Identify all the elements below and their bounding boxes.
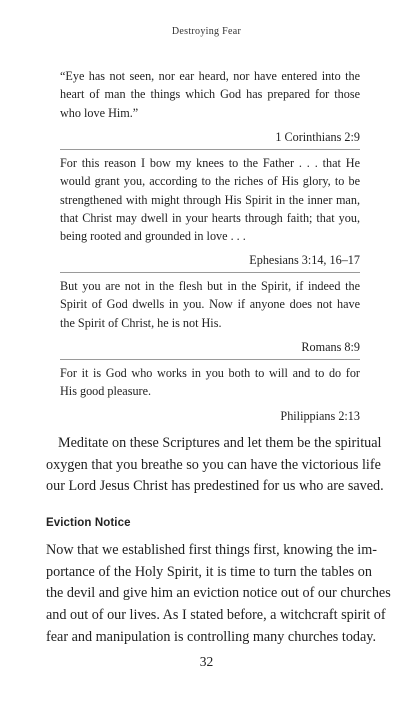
quote-line: would grant you, according to the riches of His glory, to be <box>60 174 360 189</box>
paragraph-line: fear and manipulation is controlling many churches today. <box>46 628 377 645</box>
scripture-quote-2 <box>60 154 360 270</box>
quote-line: “Eye has not seen, nor ear heard, nor have entered into the <box>60 69 360 83</box>
paragraph-line: our Lord Jesus Christ has predestined for us who are saved. <box>46 478 384 495</box>
body-paragraph <box>46 433 384 498</box>
quote-line: being rooted and grounded in love . . . <box>60 229 246 244</box>
quote-line: But you are not in the flesh but in the Spirit, if indeed the <box>60 279 360 293</box>
quote-text <box>60 154 360 245</box>
paragraph-line: Meditate on these Scriptures and let them be the spiritual <box>58 435 382 451</box>
scripture-reference: Romans 8:9 <box>301 339 360 354</box>
scripture-reference: Ephesians 3:14, 16–17 <box>249 253 360 268</box>
divider <box>60 272 360 273</box>
body-paragraph <box>46 540 391 649</box>
quote-line: Spirit of God dwells in you. Now if anyone does not have <box>60 297 360 312</box>
paragraph-line: the devil and give him an eviction notice out of our churches <box>46 585 391 602</box>
quote-line: His good pleasure. <box>60 384 152 399</box>
quote-line: For this reason I bow my knees to the Father . . . that He <box>60 156 360 170</box>
scripture-quote-1 <box>60 67 360 146</box>
quote-line: For it is God who works in you both to will and to do for <box>60 366 360 380</box>
quote-line: who love Him.” <box>60 105 139 120</box>
scripture-quote-4 <box>60 364 360 425</box>
quote-text <box>60 364 360 401</box>
quote-line: that Christ may dwell in your hearts through faith; that you, <box>60 210 360 225</box>
paragraph-line: oxygen that you breathe so you can have the victorious life <box>46 456 381 473</box>
quote-text <box>60 277 360 332</box>
paragraph-line: portance of the Holy Spirit, it is time to turn the tables on <box>46 563 372 580</box>
section-heading: Eviction Notice <box>46 517 131 529</box>
scripture-reference: 1 Corinthians 2:9 <box>275 129 360 144</box>
quote-text <box>60 67 360 122</box>
divider <box>60 149 360 150</box>
paragraph-line: and out of our lives. As I stated before, a witchcraft spirit of <box>46 607 386 624</box>
running-header: Destroying Fear <box>171 26 242 37</box>
page-number: 32 <box>199 654 214 669</box>
quote-line: heart of man the things which God has prepared for those <box>60 87 360 102</box>
scripture-reference: Philippians 2:13 <box>280 408 360 423</box>
divider <box>60 359 360 360</box>
paragraph-line: Now that we established first things first, knowing the im- <box>46 542 377 558</box>
scripture-quote-3 <box>60 277 360 356</box>
quote-line: strengthened with might through His Spirit in the inner man, <box>60 192 360 207</box>
quote-line: the Spirit of Christ, he is not His. <box>60 315 222 330</box>
